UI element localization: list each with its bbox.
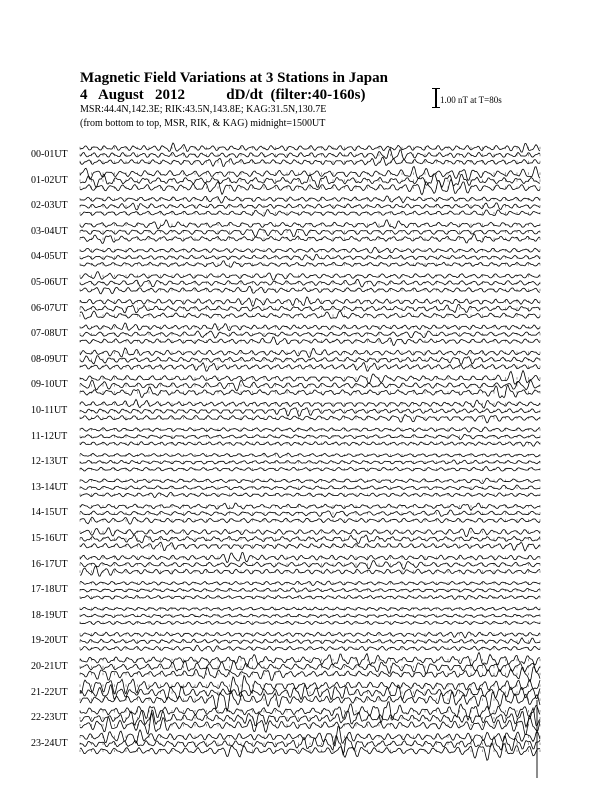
quantity-label: dD/dt [226,87,263,103]
hour-label-05-06UT: 05-06UT [31,277,68,288]
hour-label-00-01UT: 00-01UT [31,149,68,160]
date-year: 2012 [155,87,186,103]
hour-label-18-19UT: 18-19UT [31,609,68,621]
midnight-note: midnight=1500UT [250,118,326,129]
hour-label-14-15UT: 14-15UT [31,507,68,519]
order-note-text: (from bottom to top, MSR, RIK, & KAG) [80,118,248,129]
hour-label-04-05UT: 04-05UT [31,251,68,263]
date-month: August [97,87,144,103]
station-coordinates: MSR:44.4N,142.3E; RIK:43.5N,143.8E; KAG:31.5N,130.7E [80,104,327,115]
hour-label-10-11UT: 10-11UT [31,405,68,416]
chart-title: Magnetic Field Variations at 3 Stations in Japan [80,70,388,86]
hour-label-12-13UT: 12-13UT [31,456,68,468]
hour-label-06-07UT: 06-07UT [31,302,68,314]
hour-label-02-03UT: 02-03UT [31,200,68,212]
hour-label-19-20UT: 19-20UT [31,635,68,647]
hour-label-09-10UT: 09-10UT [31,379,68,391]
hour-label-01-02UT: 01-02UT [31,174,68,186]
hour-label-23-24UT: 23-24UT [31,737,68,749]
trace-MSR-22-23UT [80,713,540,734]
filter-label: (filter:40-160s) [270,87,366,103]
hour-label-03-04UT: 03-04UT [31,225,68,237]
scale-label: 1.00 nT at T=80s [440,95,502,105]
hour-label-13-14UT: 13-14UT [31,481,68,493]
hour-label-15-16UT: 15-16UT [31,533,68,544]
hour-label-16-17UT: 16-17UT [31,558,68,570]
hour-label-22-23UT: 22-23UT [31,712,68,724]
hour-label-17-18UT: 17-18UT [31,584,68,596]
hour-label-07-08UT: 07-08UT [31,328,68,340]
hour-label-11-12UT: 11-12UT [31,430,68,442]
hour-label-21-22UT: 21-22UT [31,686,68,698]
hour-label-20-21UT: 20-21UT [31,661,68,672]
date-day: 4 [80,87,88,103]
hour-label-08-09UT: 08-09UT [31,353,68,365]
